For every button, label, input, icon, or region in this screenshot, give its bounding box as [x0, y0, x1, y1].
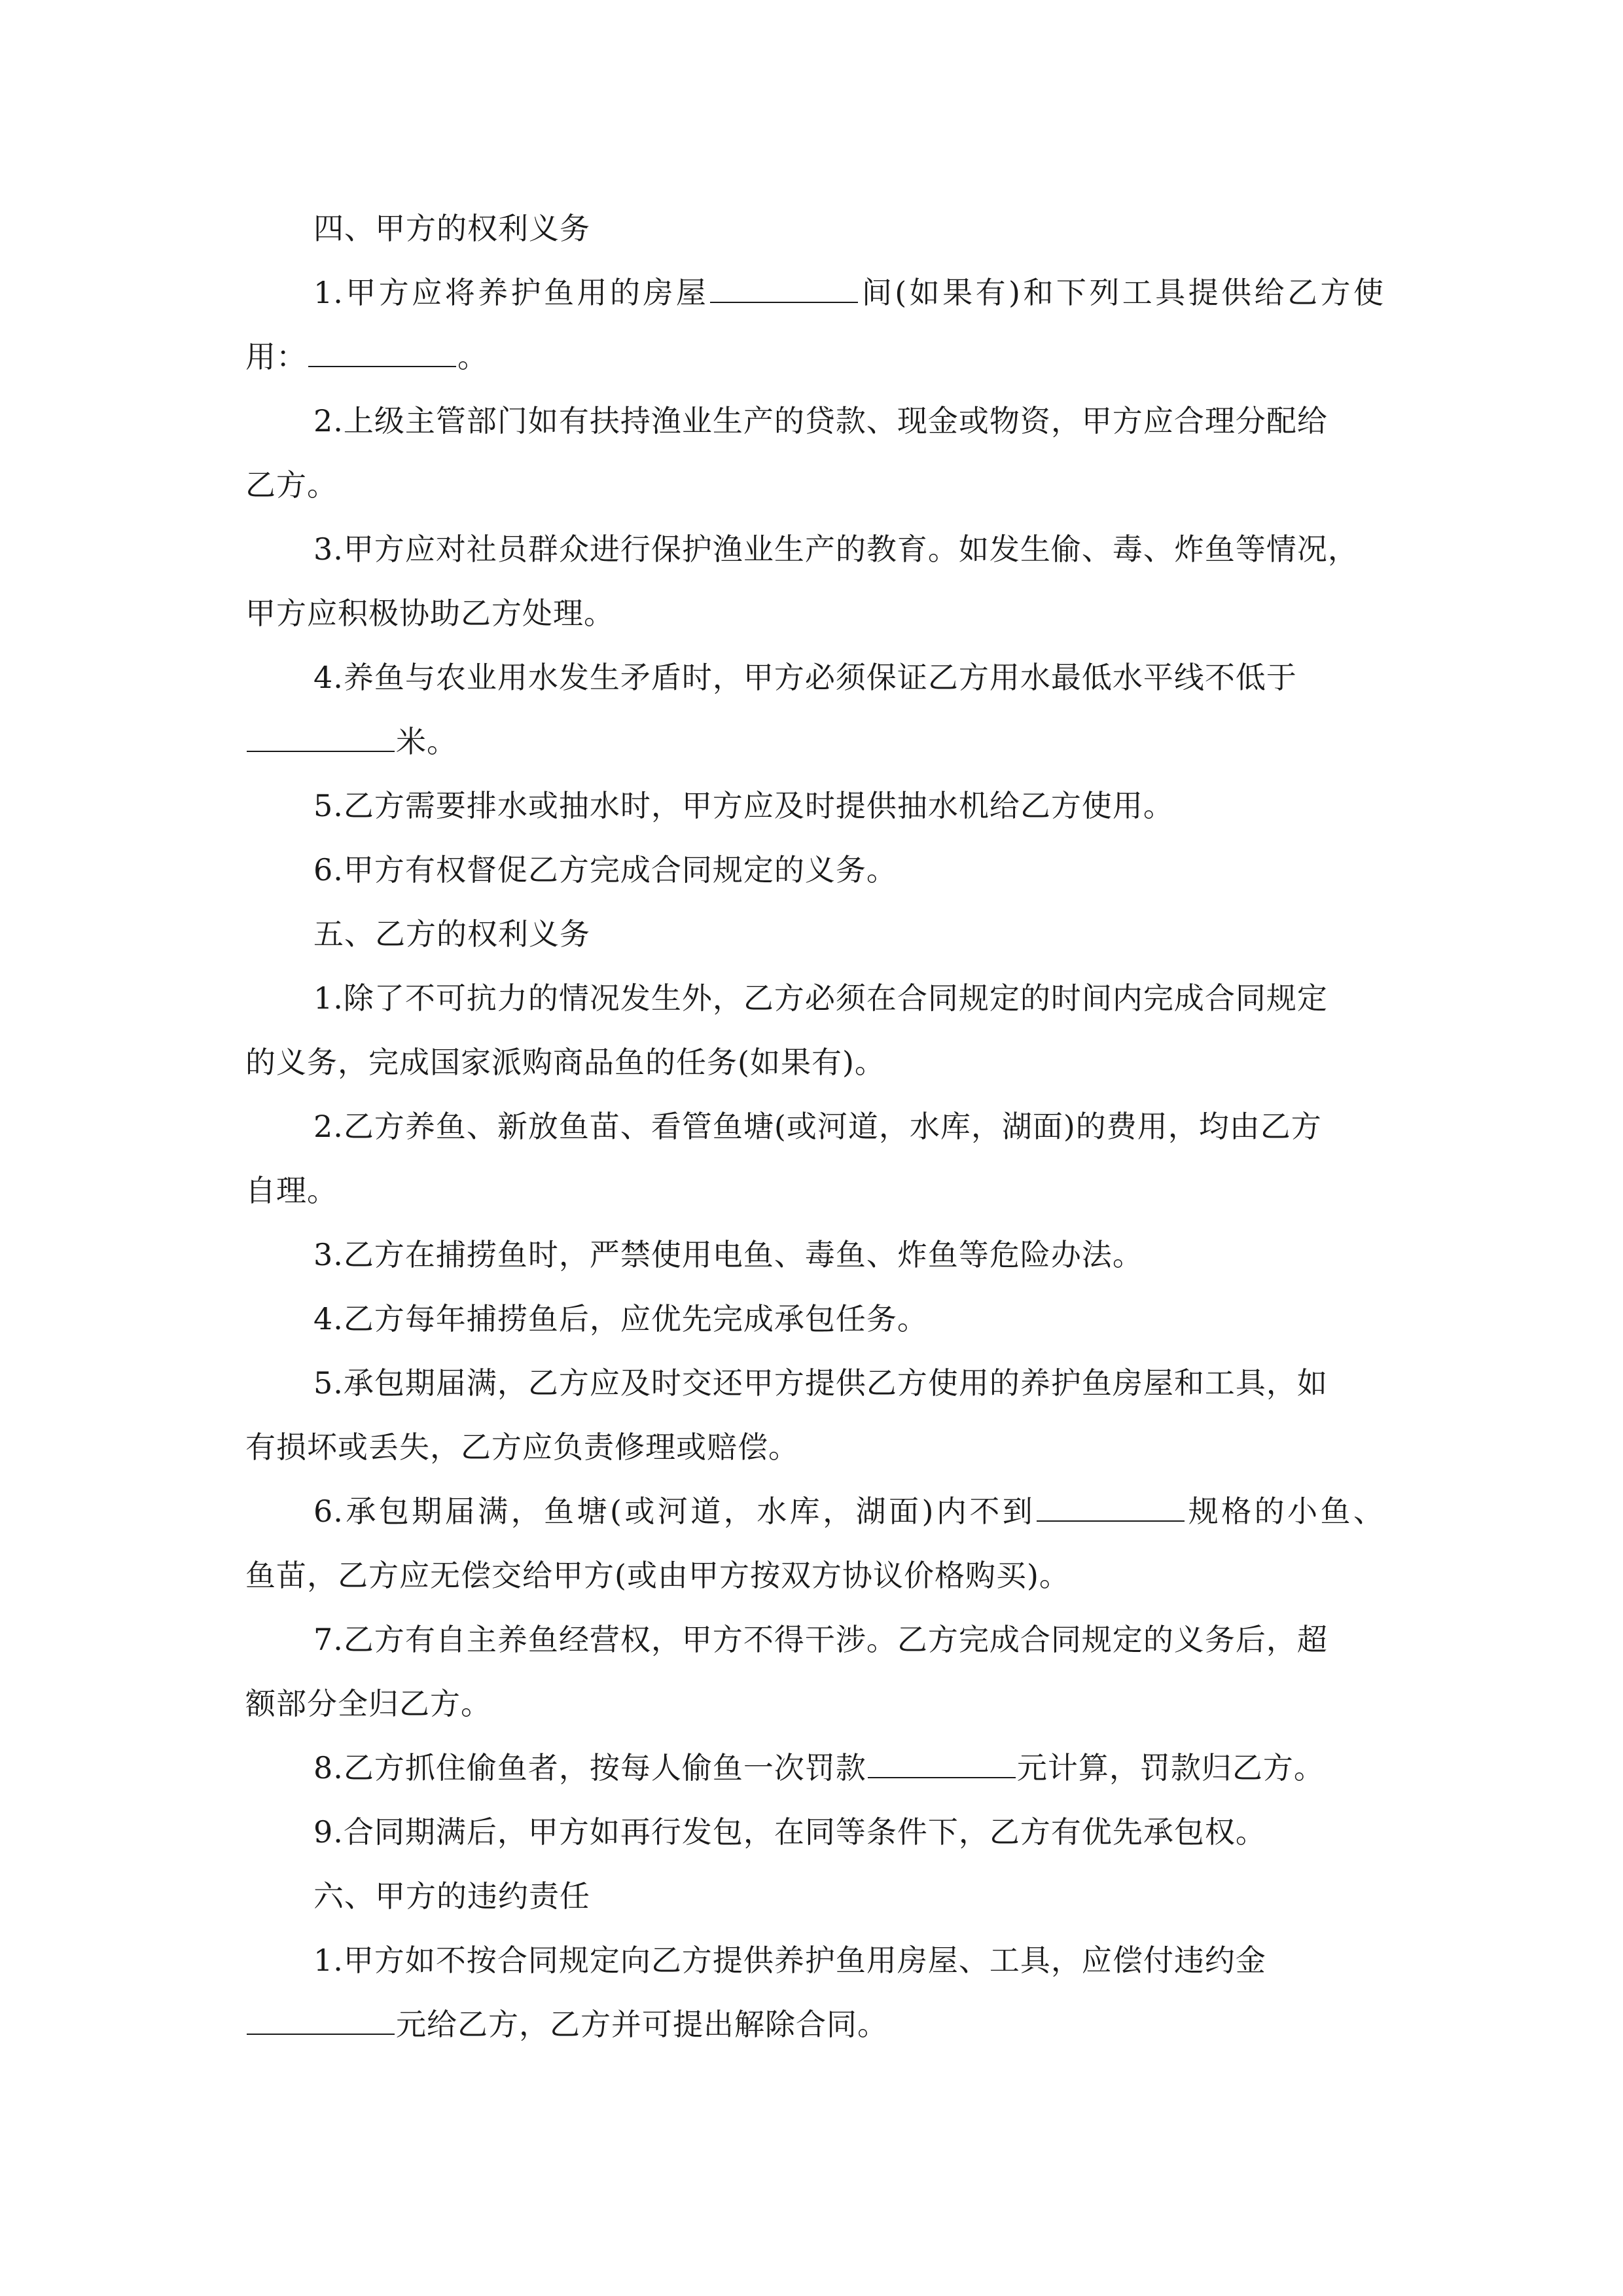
text: 1.甲方如不按合同规定向乙方提供养护鱼用房屋、工具，应偿付违约金	[313, 1943, 1266, 1978]
text: 6.甲方有权督促乙方完成合同规定的义务。	[313, 852, 897, 888]
text: 米。	[396, 724, 457, 759]
text: 9.合同期满后，甲方如再行发包，在同等条件下，乙方有优先承包权。	[313, 1814, 1266, 1850]
section-heading-4	[245, 196, 1384, 260]
paragraph-5-1-line-2	[245, 1030, 1384, 1094]
section-heading-5	[245, 902, 1384, 966]
text: 。	[457, 339, 488, 374]
text: 3.甲方应对社员群众进行保护渔业生产的教育。如发生偷、毒、炸鱼等情况，	[313, 531, 1359, 567]
paragraph-5-5-line-1	[245, 1351, 1384, 1415]
paragraph-5-5-line-2	[245, 1415, 1384, 1479]
text: 4.乙方每年捕捞鱼后，应优先完成承包任务。	[313, 1301, 928, 1336]
paragraph-6-1-line-1	[245, 1928, 1384, 1992]
text: 1.除了不可抗力的情况发生外，乙方必须在合同规定的时间内完成合同规定	[313, 980, 1328, 1016]
text: 规格的小鱼、	[1186, 1494, 1385, 1529]
paragraph-5-2-line-1	[245, 1094, 1384, 1158]
text: 甲方应积极协助乙方处理。	[245, 596, 615, 631]
text: 额部分全归乙方。	[245, 1686, 491, 1721]
text: 的义务，完成国家派购商品鱼的任务(如果有)。	[245, 1045, 885, 1080]
text: 元计算，罚款归乙方。	[1016, 1750, 1325, 1785]
text: 元给乙方，乙方并可提出解除合同。	[396, 2007, 888, 2042]
text: 乙方。	[245, 467, 338, 503]
paragraph-4-2-line-1	[245, 389, 1384, 453]
section-heading-6	[245, 1864, 1384, 1928]
text: 1.甲方应将养护鱼用的房屋	[313, 275, 709, 310]
paragraph-5-8	[245, 1736, 1384, 1800]
paragraph-5-7-line-2	[245, 1672, 1384, 1736]
text: 2.乙方养鱼、新放鱼苗、看管鱼塘(或河道，水库，湖面)的费用，均由乙方	[313, 1109, 1322, 1144]
text: 6.承包期届满，鱼塘(或河道，水库，湖面)内不到	[313, 1494, 1036, 1529]
heading-text: 五、乙方的权利义务	[313, 916, 590, 952]
paragraph-4-1-line-1	[245, 260, 1384, 325]
paragraph-4-4-line-2	[245, 709, 1384, 774]
paragraph-4-1-line-2	[245, 325, 1384, 389]
paragraph-5-4	[245, 1287, 1384, 1351]
text: 5.乙方需要排水或抽水时，甲方应及时提供抽水机给乙方使用。	[313, 788, 1174, 823]
paragraph-4-6	[245, 838, 1384, 902]
text: 5.承包期届满，乙方应及时交还甲方提供乙方使用的养护鱼房屋和工具，如	[313, 1365, 1328, 1401]
text: 间(如果有)和下列工具提供给乙方使	[859, 275, 1384, 310]
fill-blank[interactable]	[247, 2007, 395, 2035]
text: 自理。	[245, 1173, 338, 1208]
paragraph-4-2-line-2	[245, 453, 1384, 517]
paragraph-4-3-line-1	[245, 517, 1384, 581]
fill-blank[interactable]	[308, 340, 456, 367]
paragraph-5-9	[245, 1800, 1384, 1864]
paragraph-5-2-line-2	[245, 1158, 1384, 1223]
paragraph-5-7-line-1	[245, 1607, 1384, 1672]
text: 4.养鱼与农业用水发生矛盾时，甲方必须保证乙方用水最低水平线不低于	[313, 660, 1297, 695]
document-page	[245, 196, 1384, 2056]
fill-blank[interactable]	[247, 725, 395, 752]
fill-blank[interactable]	[868, 1751, 1016, 1778]
fill-blank[interactable]	[1037, 1494, 1185, 1522]
text: 有损坏或丢失，乙方应负责修理或赔偿。	[245, 1429, 799, 1465]
paragraph-5-6-line-1	[245, 1479, 1384, 1543]
text: 鱼苗，乙方应无偿交给甲方(或由甲方按双方协议价格购买)。	[245, 1558, 1070, 1593]
fill-blank[interactable]	[710, 276, 858, 303]
paragraph-5-3	[245, 1223, 1384, 1287]
text: 7.乙方有自主养鱼经营权，甲方不得干涉。乙方完成合同规定的义务后，超	[313, 1622, 1328, 1657]
text: 3.乙方在捕捞鱼时，严禁使用电鱼、毒鱼、炸鱼等危险办法。	[313, 1237, 1143, 1272]
heading-text: 六、甲方的违约责任	[313, 1878, 590, 1914]
paragraph-4-3-line-2	[245, 581, 1384, 645]
text: 2.上级主管部门如有扶持渔业生产的贷款、现金或物资，甲方应合理分配给	[313, 403, 1328, 439]
text: 8.乙方抓住偷鱼者，按每人偷鱼一次罚款	[313, 1750, 866, 1785]
heading-text: 四、甲方的权利义务	[313, 211, 590, 246]
paragraph-6-1-line-2	[245, 1992, 1384, 2056]
paragraph-5-6-line-2	[245, 1543, 1384, 1607]
paragraph-4-5	[245, 774, 1384, 838]
paragraph-5-1-line-1	[245, 966, 1384, 1030]
paragraph-4-4-line-1	[245, 645, 1384, 709]
text: 用：	[245, 339, 307, 374]
